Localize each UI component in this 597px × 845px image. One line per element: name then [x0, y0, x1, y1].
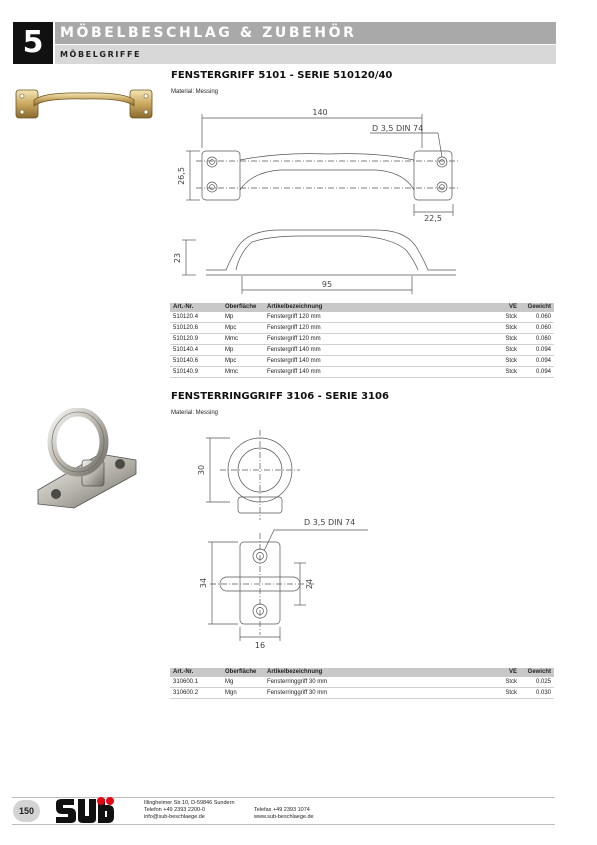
cell-artnr: 510120.9 — [170, 334, 222, 345]
cell-bezeichnung: Fensterringgriff 30 mm — [264, 677, 488, 688]
cell-bezeichnung: Fenstergriff 140 mm — [264, 367, 488, 378]
cell-oberflaeche: Mg — [222, 677, 264, 688]
cell-ve: Stck — [488, 312, 520, 323]
cell-bezeichnung: Fensterringgriff 30 mm — [264, 688, 488, 699]
cell-gewicht: 0.060 — [520, 334, 554, 345]
dim-height: 26,5 — [177, 167, 186, 185]
cell-oberflaeche: Mp — [222, 312, 264, 323]
cell-bezeichnung: Fenstergriff 120 mm — [264, 312, 488, 323]
cell-ve: Stck — [488, 356, 520, 367]
cell-bezeichnung: Fenstergriff 120 mm — [264, 323, 488, 334]
fensterringgriff-technical-drawing — [190, 425, 380, 650]
dim-length: 140 — [312, 108, 328, 117]
col-oberflaeche: Oberfläche — [222, 303, 264, 312]
page-number: 150 — [13, 800, 40, 822]
col-bezeichnung: Artikelbezeichnung — [264, 668, 488, 677]
dim-inner-height: 24 — [305, 578, 314, 590]
cell-ve: Stck — [488, 345, 520, 356]
cell-oberflaeche: Mp — [222, 345, 264, 356]
table-row — [170, 688, 554, 699]
chapter-number: 5 — [13, 22, 53, 64]
dim-hole: D 3,5 DIN 74 — [304, 518, 356, 527]
cell-ve: Stck — [488, 323, 520, 334]
dim-side-height: 23 — [173, 252, 182, 264]
col-oberflaeche: Oberfläche — [222, 668, 264, 677]
table-row — [170, 367, 554, 378]
table-row — [170, 677, 554, 688]
footer-email-link[interactable]: info@sub-beschlaege.de — [144, 814, 205, 820]
cell-artnr: 510140.4 — [170, 345, 222, 356]
cell-oberflaeche: Mpc — [222, 323, 264, 334]
dim-plate-height: 34 — [199, 577, 208, 589]
sub-logo-icon — [54, 797, 116, 825]
table-row — [170, 323, 554, 334]
cell-gewicht: 0.060 — [520, 312, 554, 323]
col-ve: VE — [488, 303, 520, 312]
dim-ring: 30 — [197, 464, 206, 476]
cell-oberflaeche: Mmc — [222, 334, 264, 345]
cell-gewicht: 0.094 — [520, 345, 554, 356]
cell-ve: Stck — [488, 367, 520, 378]
cell-gewicht: 0.060 — [520, 323, 554, 334]
cell-oberflaeche: Mpc — [222, 356, 264, 367]
col-gewicht: Gewicht — [520, 668, 554, 677]
table-row — [170, 334, 554, 345]
cell-ve: Stck — [488, 677, 520, 688]
cell-gewicht: 0.094 — [520, 367, 554, 378]
cell-oberflaeche: Mgn — [222, 688, 264, 699]
table-row — [170, 345, 554, 356]
cell-artnr: 510120.4 — [170, 312, 222, 323]
cell-bezeichnung: Fenstergriff 140 mm — [264, 356, 488, 367]
col-artnr: Art.-Nr. — [170, 303, 222, 312]
cell-ve: Stck — [488, 334, 520, 345]
cell-artnr: 310600.2 — [170, 688, 222, 699]
cell-gewicht: 0.030 — [520, 688, 554, 699]
fenstergriff-technical-drawing — [170, 100, 470, 300]
article-table-fenstergriff — [170, 303, 554, 378]
cell-artnr: 310600.1 — [170, 677, 222, 688]
cell-artnr: 510120.6 — [170, 323, 222, 334]
cell-ve: Stck — [488, 688, 520, 699]
cell-artnr: 510140.6 — [170, 356, 222, 367]
table-row — [170, 356, 554, 367]
material-label: Material: Messing — [171, 89, 219, 95]
footer-phone: Telefon +49 2393 2200-0 — [144, 807, 206, 813]
col-ve: VE — [488, 668, 520, 677]
cell-artnr: 510140.9 — [170, 367, 222, 378]
footer-fax: Telefax +49 2393 1074 — [254, 807, 310, 813]
material-label: Material: Messing — [171, 410, 219, 416]
footer-address: Illingheimer Str.10, D-59846 Sundern — [144, 800, 235, 806]
product-title-fenstergriff: FENSTERGRIFF 5101 - SERIE 510120/40 — [171, 70, 393, 81]
table-row — [170, 312, 554, 323]
cell-bezeichnung: Fenstergriff 120 mm — [264, 334, 488, 345]
table-header-row — [170, 668, 554, 677]
page-title: MÖBELBESCHLAG & ZUBEHÖR — [55, 22, 556, 44]
dim-hole: D 3,5 DIN 74 — [372, 124, 424, 133]
col-bezeichnung: Artikelbezeichnung — [264, 303, 488, 312]
dim-inner: 95 — [321, 280, 333, 289]
article-table-fensterringgriff — [170, 668, 554, 699]
cell-gewicht: 0.094 — [520, 356, 554, 367]
footer-web-link[interactable]: www.sub-beschlaege.de — [254, 814, 314, 820]
table-header-row — [170, 303, 554, 312]
product-title-fensterringgriff: FENSTERRINGGRIFF 3106 - SERIE 3106 — [171, 391, 389, 402]
cell-gewicht: 0.025 — [520, 677, 554, 688]
col-gewicht: Gewicht — [520, 303, 554, 312]
col-artnr: Art.-Nr. — [170, 668, 222, 677]
dim-width: 16 — [254, 641, 266, 650]
cell-oberflaeche: Mmc — [222, 367, 264, 378]
page-subtitle: MÖBELGRIFFE — [55, 45, 556, 64]
fenstergriff-photo — [14, 86, 154, 122]
cell-bezeichnung: Fenstergriff 140 mm — [264, 345, 488, 356]
fensterringgriff-photo — [30, 408, 150, 513]
dim-end: 22,5 — [424, 214, 442, 223]
